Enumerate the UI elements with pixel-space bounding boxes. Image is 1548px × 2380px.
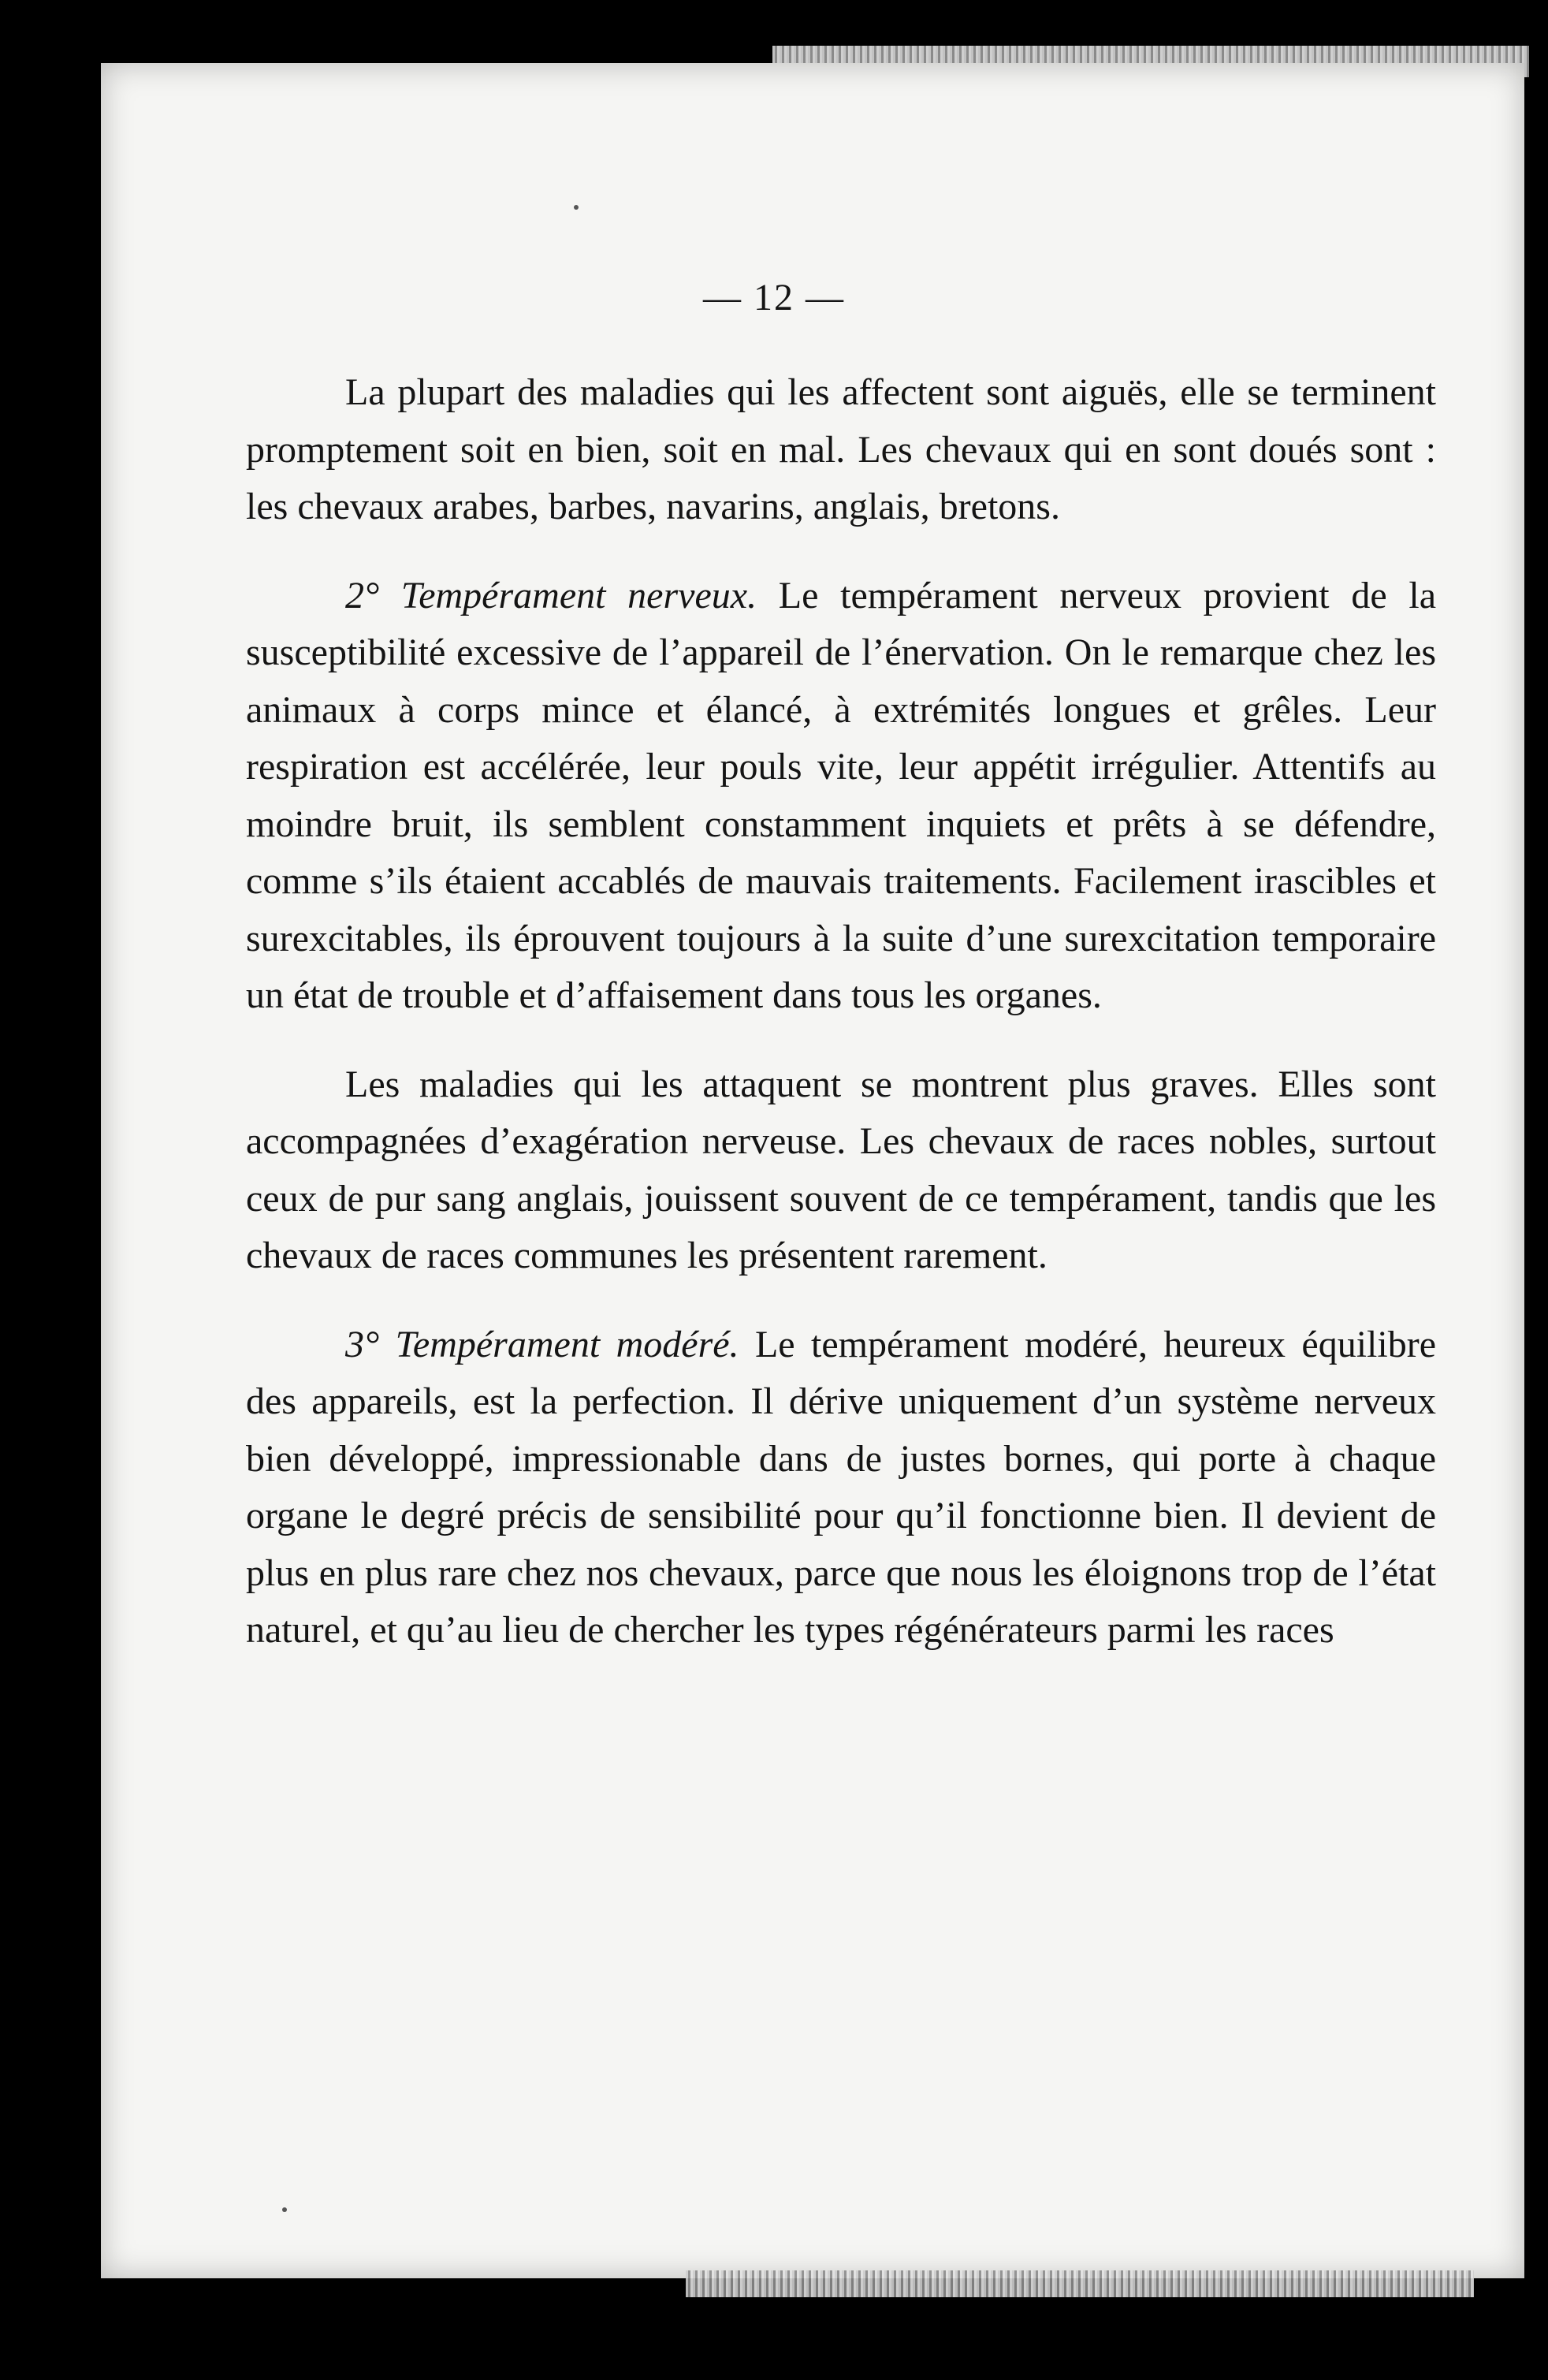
ink-speck <box>282 2207 287 2212</box>
paragraph-2 <box>246 568 1436 1025</box>
paragraph-1-text: La plupart des maladies qui les affectent sont aiguës, elle se terminent promptement soit en bien, soit en mal. Les chevaux qui en sont doués sont : les chevaux arabes, barbes, navarins, anglais, bretons. <box>246 371 1436 527</box>
section-heading-modere: 3° Tempérament modéré. <box>345 1323 739 1365</box>
paragraph-3-text: Les maladies qui les attaquent se montrent plus graves. Elles sont accompagnées d’exagération nerveuse. Les chevaux de races nobles, surtout ceux de pur sang anglais, jouissent souvent de ce tempérament, tandis que les chevaux de races communes les présentent rarement. <box>246 1063 1436 1276</box>
paragraph-3 <box>246 1056 1436 1285</box>
section-heading-nerveux: 2° Tempérament nerveux. <box>345 574 757 616</box>
paragraph-2-text: Le tempérament nerveux provient de la susceptibilité excessive de l’appareil de l’énervation. On le remarque chez les animaux à corps mince et élancé, à extrémités longues et grêles. Leur respiration est accélérée, leur pouls vite, leur appétit irrégulier. Attentifs au moindre bruit, ils semblent constamment inquiets et prêts à se défendre, comme s’ils étaient accablés de mauvais traitements. Facilement irascibles et surexcitables, ils éprouvent toujours à la suite d’une surexcitation temporaire un état de trouble et d’affaisement dans tous les organes. <box>246 574 1436 1016</box>
paragraph-4 <box>246 1317 1436 1659</box>
page-number: — 12 — <box>703 277 845 318</box>
ink-speck <box>574 205 579 210</box>
text-body <box>246 364 1436 1659</box>
paragraph-4-text: Le tempérament modéré, heureux équilibre des appareils, est la perfection. Il dérive uniquement d’un système nerveux bien développé, impressionable dans de justes bornes, qui porte à chaque organe le degré précis de sensibilité pour qu’il fonctionne bien. Il devient de plus en plus rare chez nos chevaux, parce que nous les éloignons trop de l’état naturel, et qu’au lieu de chercher les types régénérateurs parmi les races <box>246 1323 1437 1651</box>
page-edge-bottom <box>686 2270 1474 2297</box>
paragraph-1 <box>246 364 1436 536</box>
